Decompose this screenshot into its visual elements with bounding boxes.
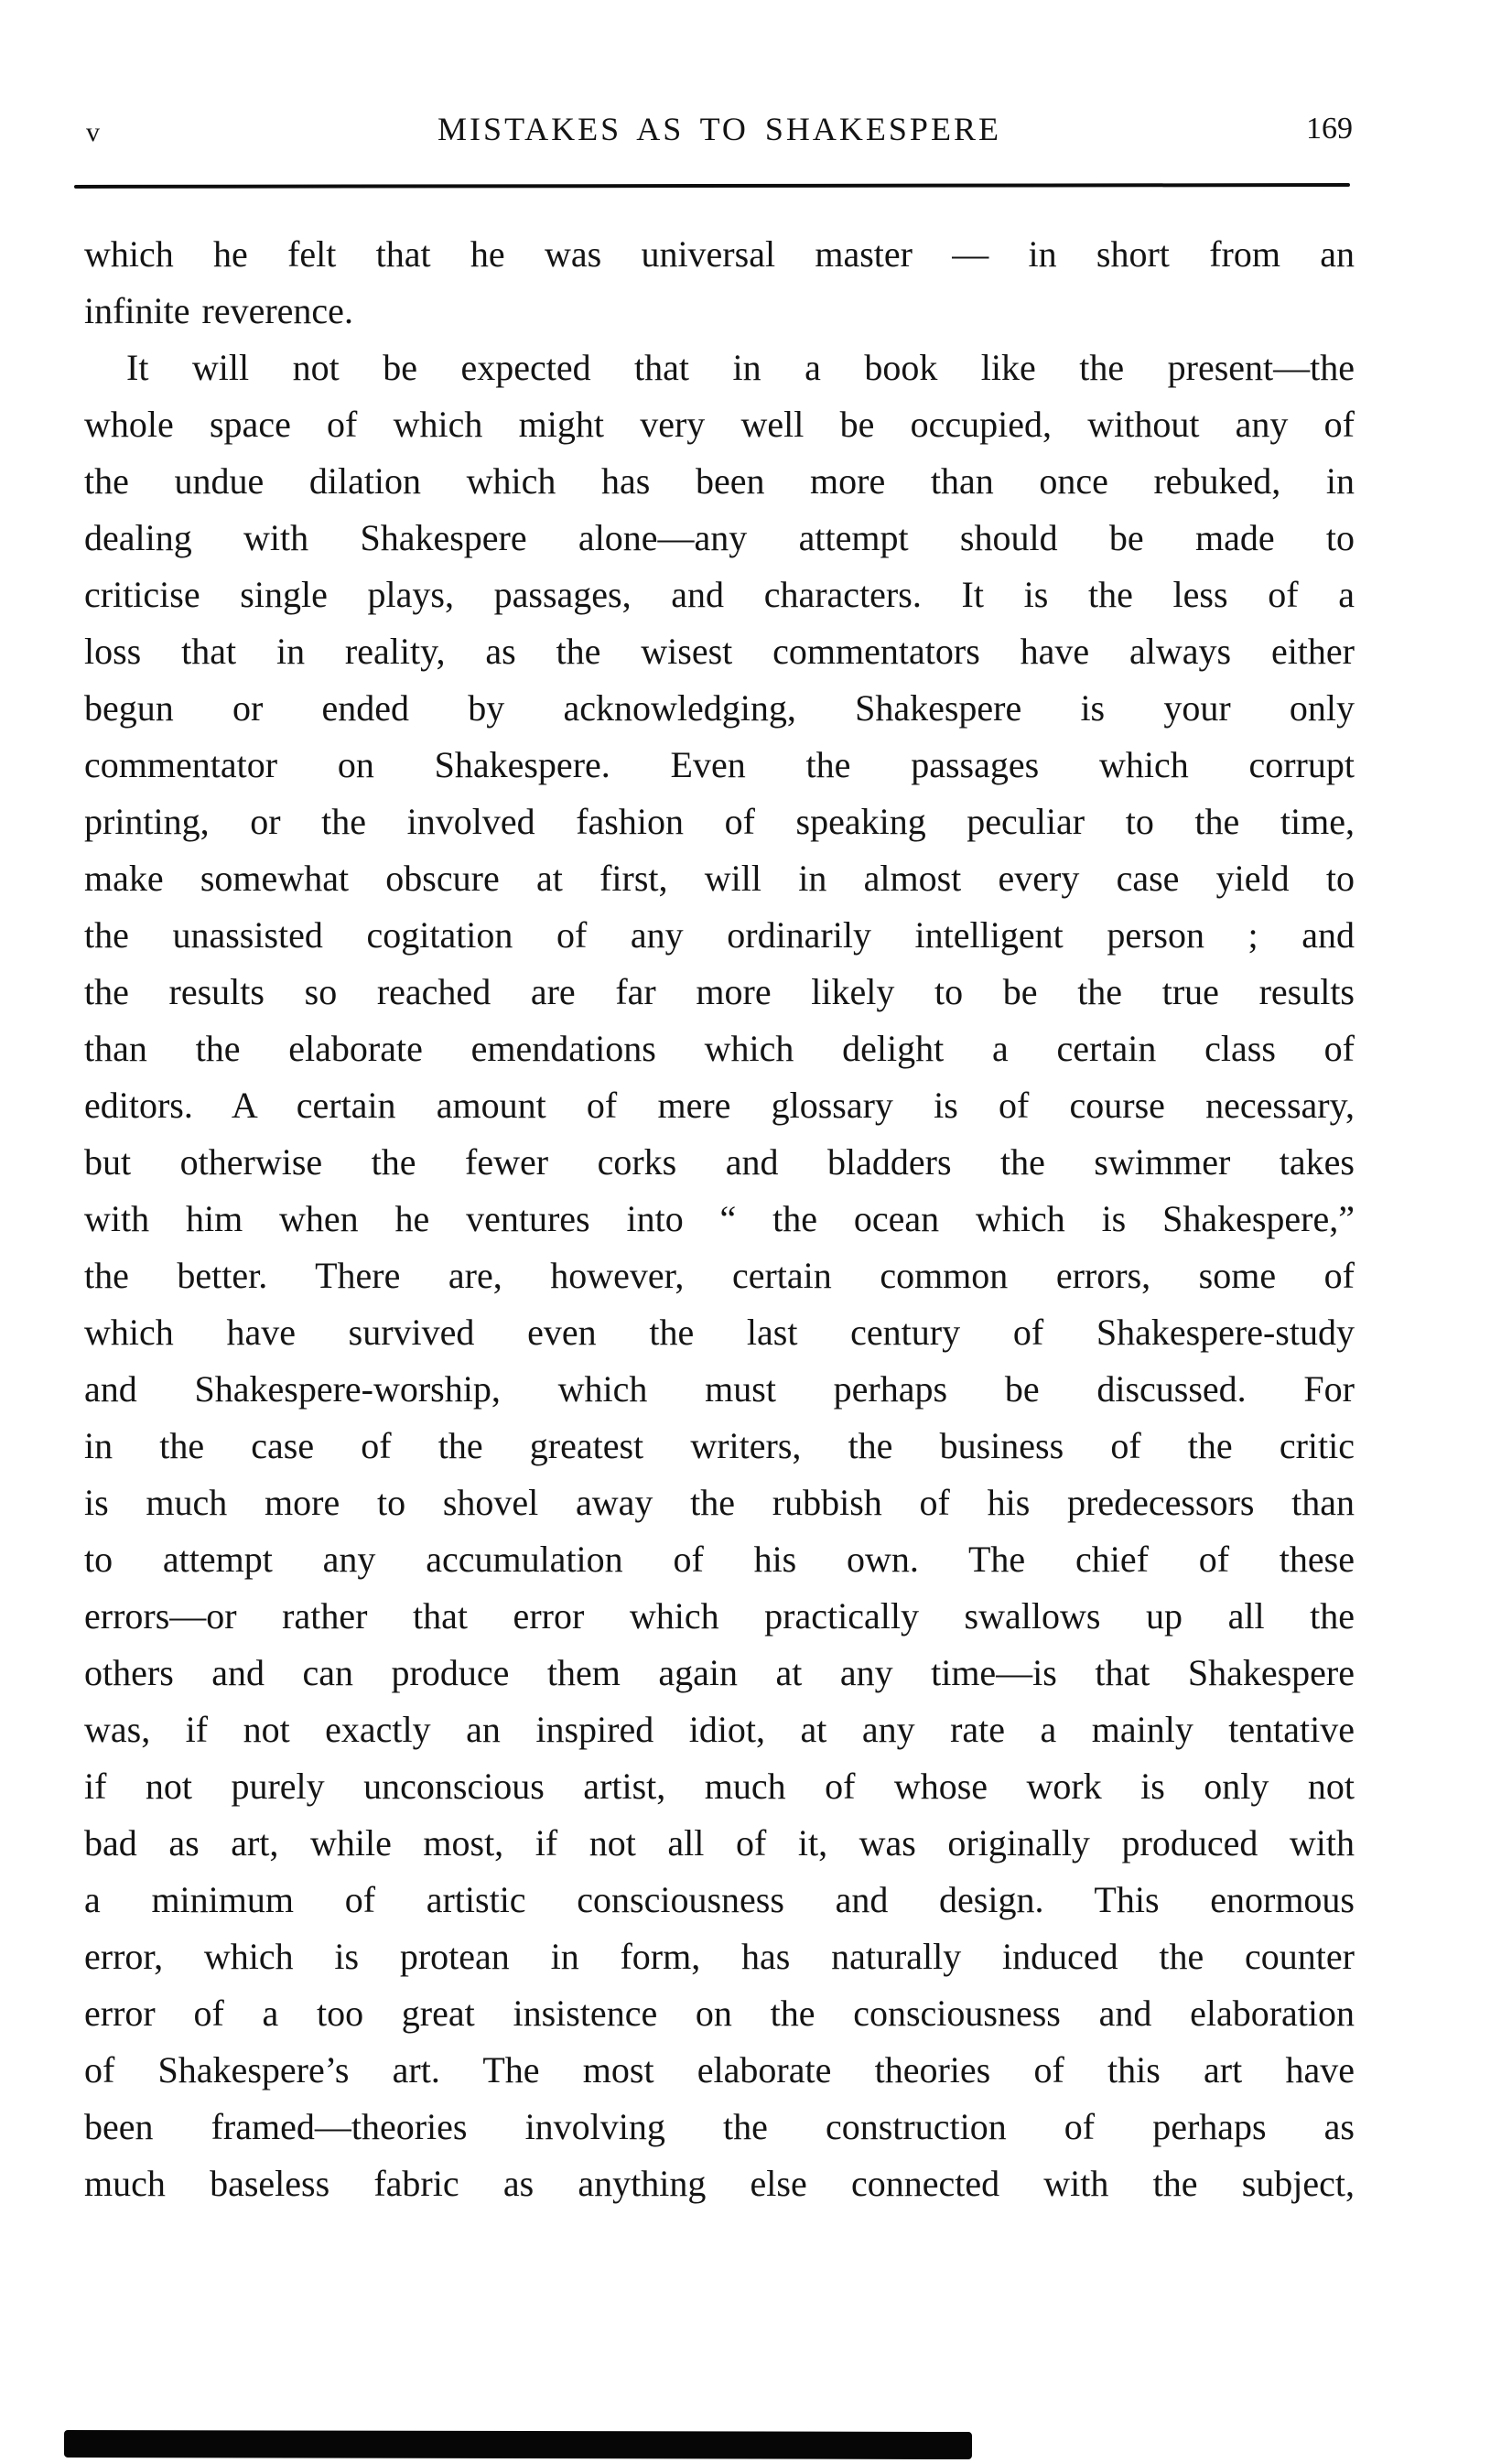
text-line: error of a too great insistence on the consciousness and elaboration xyxy=(84,1993,1355,2034)
running-head xyxy=(84,106,1355,154)
text-line: with him when he ventures into “ the ocean which is Shakespere,” xyxy=(84,1198,1355,1239)
text-line: whole space of which might very well be occupied, without any of xyxy=(84,404,1355,445)
text-line: than the elaborate emendations which delight a certain class of xyxy=(84,1028,1355,1069)
text-line: a minimum of artistic consciousness and design. This enormous xyxy=(84,1879,1355,1920)
text-line: infinite reverence. xyxy=(84,290,353,331)
text-line: the results so reached are far more likely to be the true results xyxy=(84,971,1355,1012)
text-line: the unassisted cogitation of any ordinarily intelligent person ; and xyxy=(84,914,1355,956)
text-line: which have survived even the last century of Shakespere-study xyxy=(84,1312,1355,1353)
text-line: if not purely unconscious artist, much of whose work is only not xyxy=(84,1766,1355,1807)
text-line: the undue dilation which has been more than once rebuked, in xyxy=(84,460,1355,502)
text-line: error, which is protean in form, has naturally induced the counter xyxy=(84,1936,1355,1977)
text-line: make somewhat obscure at first, will in almost every case yield to xyxy=(84,858,1355,899)
text-line: of Shakespere’s art. The most elaborate theories of this art have xyxy=(84,2049,1355,2090)
text-line: begun or ended by acknowledging, Shakespere is your only xyxy=(84,687,1355,729)
text-line: printing, or the involved fashion of speaking peculiar to the time, xyxy=(84,801,1355,842)
signature-mark: v xyxy=(86,117,101,147)
page-title: MISTAKES AS TO SHAKESPERE xyxy=(437,111,1001,147)
text-line: been framed—theories involving the construction of perhaps as xyxy=(84,2106,1355,2147)
text-line: which he felt that he was universal master — in short from an xyxy=(84,233,1355,275)
text-line: criticise single plays, passages, and characters. It is the less of a xyxy=(84,574,1355,615)
text-line: others and can produce them again at any time—is that Shakespere xyxy=(84,1652,1355,1693)
text-line: was, if not exactly an inspired idiot, at any rate a mainly tentative xyxy=(84,1709,1355,1750)
text-line: dealing with Shakespere alone—any attempt should be made to xyxy=(84,517,1355,558)
scan-artifact-bar xyxy=(64,2430,972,2459)
body-text xyxy=(84,226,1355,2212)
text-line: to attempt any accumulation of his own. The chief of these xyxy=(84,1539,1355,1580)
text-line: but otherwise the fewer corks and bladders the swimmer takes xyxy=(84,1141,1355,1183)
text-line: much baseless fabric as anything else connected with the subject, xyxy=(84,2163,1355,2204)
text-line: is much more to shovel away the rubbish of his predecessors than xyxy=(84,1482,1355,1523)
text-line: loss that in reality, as the wisest commentators have always either xyxy=(84,631,1355,672)
text-line: in the case of the greatest writers, the business of the critic xyxy=(84,1425,1355,1466)
text-line: commentator on Shakespere. Even the passages which corrupt xyxy=(84,744,1355,785)
text-line: It will not be expected that in a book like the present—the xyxy=(126,347,1355,388)
text-line: the better. There are, however, certain common errors, some of xyxy=(84,1255,1355,1296)
text-line: errors—or rather that error which practically swallows up all the xyxy=(84,1595,1355,1637)
text-line: bad as art, while most, if not all of it, was originally produced with xyxy=(84,1822,1355,1863)
text-line: editors. A certain amount of mere glossary is of course necessary, xyxy=(84,1085,1355,1126)
text-line: and Shakespere-worship, which must perhaps be discussed. For xyxy=(84,1368,1355,1410)
header-rule xyxy=(74,183,1350,189)
page-number: 169 xyxy=(1306,112,1353,146)
